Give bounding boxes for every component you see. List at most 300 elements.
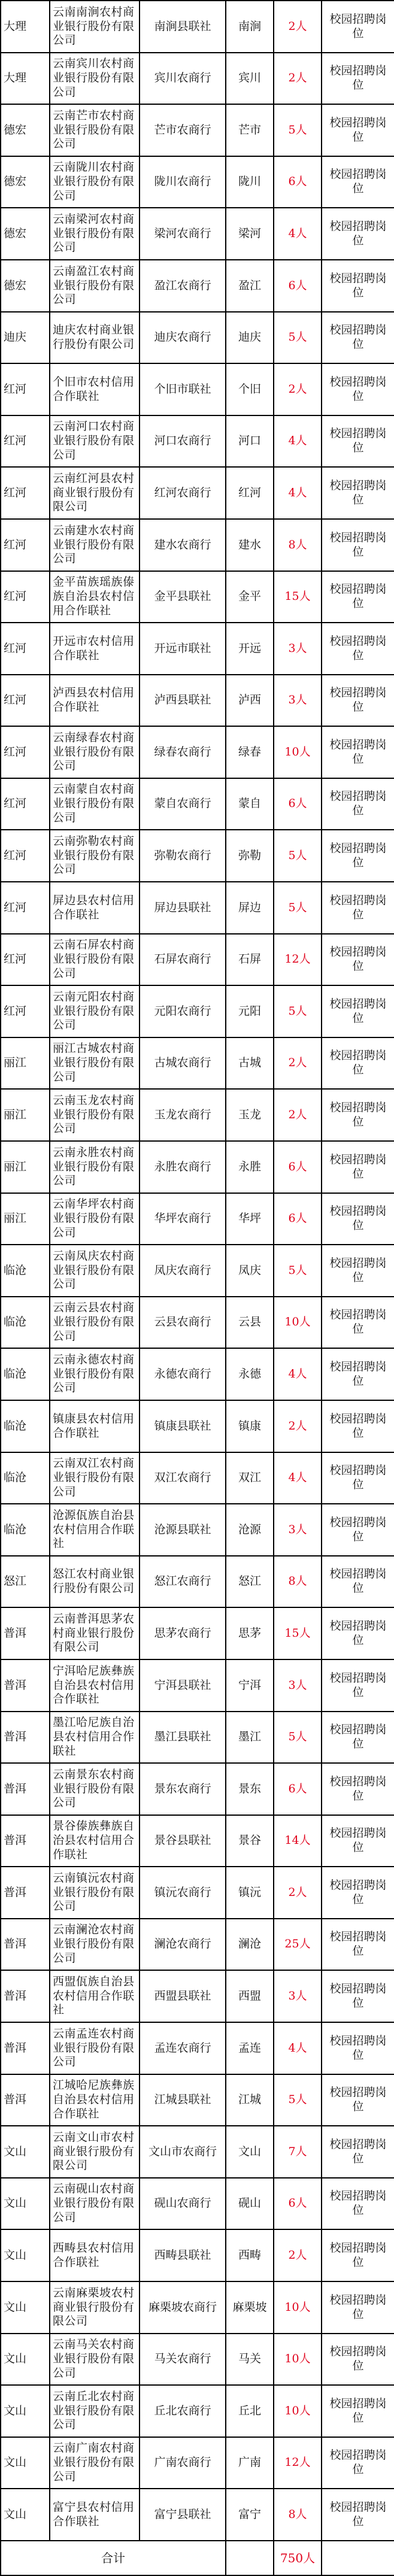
region-cell: 文山 (1, 2334, 50, 2385)
headcount-cell: 3人 (274, 675, 322, 726)
location-cell: 河口 (226, 415, 274, 467)
headcount-cell: 2人 (274, 2229, 322, 2281)
headcount-cell: 5人 (274, 312, 322, 363)
location-cell: 建水 (226, 519, 274, 571)
table-row (1, 156, 394, 208)
branch-cell: 梁河农商行 (140, 208, 226, 260)
location-cell: 凤庆 (226, 1245, 274, 1297)
table-row (1, 2074, 394, 2126)
position-type-cell: 校园招聘岗位 (322, 2334, 394, 2385)
headcount-cell: 6人 (274, 2178, 322, 2229)
institution-cell: 云南石屏农村商业银行股份有限公司 (50, 934, 140, 985)
branch-cell: 金平县联社 (140, 571, 226, 623)
institution-cell: 宁洱哈尼族彝族自治县农村信用合作联社 (50, 1659, 140, 1712)
institution-cell: 云南河口农村商业银行股份有限公司 (50, 415, 140, 467)
institution-cell: 云南云县农村商业银行股份有限公司 (50, 1297, 140, 1348)
location-cell: 永德 (226, 1348, 274, 1400)
location-cell: 墨江 (226, 1712, 274, 1763)
branch-cell: 弥勒农商行 (140, 830, 226, 882)
location-cell: 沧源 (226, 1504, 274, 1556)
table-row (1, 882, 394, 934)
location-cell: 南涧 (226, 1, 274, 53)
region-cell: 红河 (1, 363, 50, 415)
table-row (1, 467, 394, 519)
location-cell: 石屏 (226, 934, 274, 985)
position-type-cell: 校园招聘岗位 (322, 2022, 394, 2074)
headcount-cell: 10人 (274, 726, 322, 778)
region-cell: 文山 (1, 2126, 50, 2178)
location-cell: 广南 (226, 2437, 274, 2489)
branch-cell: 马关农商行 (140, 2334, 226, 2385)
headcount-cell: 6人 (274, 778, 322, 830)
headcount-cell: 6人 (274, 1763, 322, 1815)
headcount-cell: 7人 (274, 2126, 322, 2178)
location-cell: 澜沧 (226, 1919, 274, 1970)
headcount-cell: 5人 (274, 1245, 322, 1297)
headcount-cell: 3人 (274, 623, 322, 675)
position-type-cell: 校园招聘岗位 (322, 675, 394, 726)
position-type-cell: 校园招聘岗位 (322, 1659, 394, 1712)
table-row (1, 985, 394, 1037)
table-row (1, 675, 394, 726)
table-row (1, 1607, 394, 1659)
institution-cell: 云南双江农村商业银行股份有限公司 (50, 1452, 140, 1504)
location-cell: 金平 (226, 571, 274, 623)
institution-cell: 泸西县农村信用合作联社 (50, 675, 140, 726)
institution-cell: 沧源佤族自治县农村信用合作联社 (50, 1504, 140, 1556)
institution-cell: 金平苗族瑶族傣族自治县农村信用合作联社 (50, 571, 140, 623)
branch-cell: 永胜农商行 (140, 1141, 226, 1193)
position-type-cell: 校园招聘岗位 (322, 1919, 394, 1970)
position-type-cell: 校园招聘岗位 (322, 1763, 394, 1815)
institution-cell: 云南丘北农村商业银行股份有限公司 (50, 2385, 140, 2437)
headcount-cell: 12人 (274, 934, 322, 985)
headcount-cell: 5人 (274, 2074, 322, 2126)
institution-cell: 云南芒市农村商业银行股份有限公司 (50, 104, 140, 156)
region-cell: 德宏 (1, 156, 50, 208)
table-row (1, 1867, 394, 1919)
headcount-cell: 3人 (274, 1659, 322, 1712)
institution-cell: 云南弥勒农村商业银行股份有限公司 (50, 830, 140, 882)
institution-cell: 迪庆农村商业银行股份有限公司 (50, 312, 140, 363)
position-type-cell: 校园招聘岗位 (322, 1556, 394, 1607)
headcount-cell: 2人 (274, 1400, 322, 1452)
branch-cell: 镇沅农商行 (140, 1867, 226, 1919)
location-cell: 宾川 (226, 53, 274, 104)
table-row (1, 2178, 394, 2229)
location-cell: 玉龙 (226, 1089, 274, 1141)
region-cell: 文山 (1, 2229, 50, 2281)
location-cell: 梁河 (226, 208, 274, 260)
location-cell: 开远 (226, 623, 274, 675)
position-type-cell: 校园招聘岗位 (322, 830, 394, 882)
headcount-cell: 3人 (274, 1970, 322, 2022)
branch-cell: 屏边县联社 (140, 882, 226, 934)
position-type-cell: 校园招聘岗位 (322, 2385, 394, 2437)
headcount-cell: 4人 (274, 2022, 322, 2074)
position-type-cell: 校园招聘岗位 (322, 312, 394, 363)
table-body (1, 1, 394, 2575)
headcount-cell: 4人 (274, 467, 322, 519)
institution-cell: 丽江古城农村商业银行股份有限公司 (50, 1037, 140, 1089)
institution-cell: 云南绿春农村商业银行股份有限公司 (50, 726, 140, 778)
table-row (1, 726, 394, 778)
institution-cell: 云南永胜农村商业银行股份有限公司 (50, 1141, 140, 1193)
region-cell: 临沧 (1, 1245, 50, 1297)
table-row (1, 2334, 394, 2385)
table-row (1, 778, 394, 830)
total-value: 750人 (274, 2541, 322, 2575)
institution-cell: 云南马关农村商业银行股份有限公司 (50, 2334, 140, 2385)
institution-cell: 怒江农村商业银行股份有限公司 (50, 1556, 140, 1607)
table-row (1, 2385, 394, 2437)
position-type-cell: 校园招聘岗位 (322, 1297, 394, 1348)
table-row (1, 1, 394, 53)
institution-cell: 个旧市农村信用合作联社 (50, 363, 140, 415)
location-cell: 屏边 (226, 882, 274, 934)
branch-cell: 宾川农商行 (140, 53, 226, 104)
region-cell: 普洱 (1, 1712, 50, 1763)
branch-cell: 景东农商行 (140, 1763, 226, 1815)
branch-cell: 河口农商行 (140, 415, 226, 467)
institution-cell: 云南砚山农村商业银行股份有限公司 (50, 2178, 140, 2229)
region-cell: 普洱 (1, 2074, 50, 2126)
table-row (1, 2126, 394, 2178)
region-cell: 文山 (1, 2178, 50, 2229)
position-type-cell: 校园招聘岗位 (322, 1089, 394, 1141)
branch-cell: 迪庆农商行 (140, 312, 226, 363)
total-empty-cell (322, 2541, 394, 2575)
location-cell: 红河 (226, 467, 274, 519)
headcount-cell: 2人 (274, 1037, 322, 1089)
branch-cell: 云县农商行 (140, 1297, 226, 1348)
branch-cell: 文山市农商行 (140, 2126, 226, 2178)
table-row (1, 53, 394, 104)
branch-cell: 怒江农商行 (140, 1556, 226, 1607)
region-cell: 红河 (1, 882, 50, 934)
region-cell: 文山 (1, 2385, 50, 2437)
position-type-cell: 校园招聘岗位 (322, 882, 394, 934)
table-row (1, 2281, 394, 2334)
branch-cell: 凤庆农商行 (140, 1245, 226, 1297)
location-cell: 盈江 (226, 260, 274, 312)
position-type-cell: 校园招聘岗位 (322, 985, 394, 1037)
table-row (1, 1556, 394, 1607)
location-cell: 绿春 (226, 726, 274, 778)
branch-cell: 元阳农商行 (140, 985, 226, 1037)
position-type-cell: 校园招聘岗位 (322, 156, 394, 208)
location-cell: 西畴 (226, 2229, 274, 2281)
branch-cell: 芒市农商行 (140, 104, 226, 156)
branch-cell: 墨江县联社 (140, 1712, 226, 1763)
region-cell: 普洱 (1, 1607, 50, 1659)
branch-cell: 西盟县联社 (140, 1970, 226, 2022)
position-type-cell: 校园招聘岗位 (322, 467, 394, 519)
location-cell: 古城 (226, 1037, 274, 1089)
institution-cell: 云南玉龙农村商业银行股份有限公司 (50, 1089, 140, 1141)
headcount-cell: 2人 (274, 1089, 322, 1141)
table-row (1, 1712, 394, 1763)
branch-cell: 镇康县联社 (140, 1400, 226, 1452)
institution-cell: 云南盈江农村商业银行股份有限公司 (50, 260, 140, 312)
table-row (1, 1089, 394, 1141)
branch-cell: 红河农商行 (140, 467, 226, 519)
location-cell: 孟连 (226, 2022, 274, 2074)
region-cell: 文山 (1, 2437, 50, 2489)
headcount-cell: 4人 (274, 415, 322, 467)
headcount-cell: 4人 (274, 1348, 322, 1400)
position-type-cell: 校园招聘岗位 (322, 726, 394, 778)
headcount-cell: 8人 (274, 519, 322, 571)
branch-cell: 丘北农商行 (140, 2385, 226, 2437)
headcount-cell: 10人 (274, 2334, 322, 2385)
location-cell: 景东 (226, 1763, 274, 1815)
region-cell: 大理 (1, 53, 50, 104)
position-type-cell: 校园招聘岗位 (322, 104, 394, 156)
region-cell: 德宏 (1, 260, 50, 312)
headcount-cell: 12人 (274, 2437, 322, 2489)
institution-cell: 云南元阳农村商业银行股份有限公司 (50, 985, 140, 1037)
table-row (1, 830, 394, 882)
region-cell: 丽江 (1, 1037, 50, 1089)
institution-cell: 云南蒙自农村商业银行股份有限公司 (50, 778, 140, 830)
position-type-cell: 校园招聘岗位 (322, 1815, 394, 1867)
table-row (1, 1452, 394, 1504)
branch-cell: 南涧县联社 (140, 1, 226, 53)
headcount-cell: 10人 (274, 2281, 322, 2334)
headcount-cell: 6人 (274, 1193, 322, 1245)
headcount-cell: 14人 (274, 1815, 322, 1867)
location-cell: 西盟 (226, 1970, 274, 2022)
institution-cell: 云南凤庆农村商业银行股份有限公司 (50, 1245, 140, 1297)
location-cell: 双江 (226, 1452, 274, 1504)
location-cell: 个旧 (226, 363, 274, 415)
headcount-cell: 5人 (274, 830, 322, 882)
branch-cell: 建水农商行 (140, 519, 226, 571)
region-cell: 红河 (1, 985, 50, 1037)
institution-cell: 西盟佤族自治县农村信用合作联社 (50, 1970, 140, 2022)
headcount-cell: 5人 (274, 985, 322, 1037)
position-type-cell: 校园招聘岗位 (322, 1193, 394, 1245)
institution-cell: 云南澜沧农村商业银行股份有限公司 (50, 1919, 140, 1970)
position-type-cell: 校园招聘岗位 (322, 208, 394, 260)
location-cell: 宁洱 (226, 1659, 274, 1712)
branch-cell: 思茅农商行 (140, 1607, 226, 1659)
region-cell: 丽江 (1, 1141, 50, 1193)
location-cell: 景谷 (226, 1815, 274, 1867)
branch-cell: 蒙自农商行 (140, 778, 226, 830)
institution-cell: 云南镇沅农村商业银行股份有限公司 (50, 1867, 140, 1919)
table-row (1, 1141, 394, 1193)
location-cell: 江城 (226, 2074, 274, 2126)
table-row (1, 2437, 394, 2489)
location-cell: 麻栗坡 (226, 2281, 274, 2334)
position-type-cell: 校园招聘岗位 (322, 1245, 394, 1297)
location-cell: 永胜 (226, 1141, 274, 1193)
branch-cell: 盈江农商行 (140, 260, 226, 312)
table-row (1, 2022, 394, 2074)
table-row (1, 208, 394, 260)
headcount-cell: 3人 (274, 1504, 322, 1556)
position-type-cell: 校园招聘岗位 (322, 2126, 394, 2178)
institution-cell: 云南红河县农村商业银行股份有限公司 (50, 467, 140, 519)
position-type-cell: 校园招聘岗位 (322, 1452, 394, 1504)
branch-cell: 澜沧农商行 (140, 1919, 226, 1970)
region-cell: 红河 (1, 571, 50, 623)
institution-cell: 云南建水农村商业银行股份有限公司 (50, 519, 140, 571)
table-row (1, 363, 394, 415)
location-cell: 镇沅 (226, 1867, 274, 1919)
position-type-cell: 校园招聘岗位 (322, 934, 394, 985)
region-cell: 大理 (1, 1, 50, 53)
table-row (1, 1504, 394, 1556)
position-type-cell: 校园招聘岗位 (322, 1400, 394, 1452)
institution-cell: 江城哈尼族彝族自治县农村信用合作联社 (50, 2074, 140, 2126)
branch-cell: 孟连农商行 (140, 2022, 226, 2074)
institution-cell: 云南宾川农村商业银行股份有限公司 (50, 53, 140, 104)
position-type-cell: 校园招聘岗位 (322, 623, 394, 675)
region-cell: 普洱 (1, 1970, 50, 2022)
branch-cell: 泸西县联社 (140, 675, 226, 726)
branch-cell: 个旧市联社 (140, 363, 226, 415)
headcount-cell: 10人 (274, 2385, 322, 2437)
branch-cell: 玉龙农商行 (140, 1089, 226, 1141)
region-cell: 普洱 (1, 1815, 50, 1867)
region-cell: 红河 (1, 675, 50, 726)
institution-cell: 云南文山市农村商业银行股份有限公司 (50, 2126, 140, 2178)
branch-cell: 双江农商行 (140, 1452, 226, 1504)
branch-cell: 富宁县联社 (140, 2489, 226, 2541)
total-empty-cell (226, 2541, 274, 2575)
location-cell: 弥勒 (226, 830, 274, 882)
institution-cell: 云南孟连农村商业银行股份有限公司 (50, 2022, 140, 2074)
region-cell: 红河 (1, 830, 50, 882)
headcount-cell: 2人 (274, 1867, 322, 1919)
region-cell: 迪庆 (1, 312, 50, 363)
branch-cell: 沧源县联社 (140, 1504, 226, 1556)
institution-cell: 云南梁河农村商业银行股份有限公司 (50, 208, 140, 260)
institution-cell: 云南广南农村商业银行股份有限公司 (50, 2437, 140, 2489)
position-type-cell: 校园招聘岗位 (322, 2229, 394, 2281)
headcount-cell: 15人 (274, 571, 322, 623)
headcount-cell: 4人 (274, 1452, 322, 1504)
branch-cell: 景谷县联社 (140, 1815, 226, 1867)
position-type-cell: 校园招聘岗位 (322, 1037, 394, 1089)
branch-cell: 广南农商行 (140, 2437, 226, 2489)
position-type-cell: 校园招聘岗位 (322, 1504, 394, 1556)
branch-cell: 永德农商行 (140, 1348, 226, 1400)
position-type-cell: 校园招聘岗位 (322, 1607, 394, 1659)
region-cell: 临沧 (1, 1400, 50, 1452)
headcount-cell: 2人 (274, 53, 322, 104)
headcount-cell: 5人 (274, 104, 322, 156)
institution-cell: 西畴县农村信用合作联社 (50, 2229, 140, 2281)
table-row (1, 1193, 394, 1245)
institution-cell: 屏边县农村信用合作联社 (50, 882, 140, 934)
headcount-cell: 6人 (274, 156, 322, 208)
location-cell: 华坪 (226, 1193, 274, 1245)
institution-cell: 景谷傣族彝族自治县农村信用合作联社 (50, 1815, 140, 1867)
total-label: 合计 (1, 2541, 226, 2575)
region-cell: 文山 (1, 2489, 50, 2541)
table-row (1, 1659, 394, 1712)
region-cell: 红河 (1, 519, 50, 571)
region-cell: 红河 (1, 623, 50, 675)
headcount-cell: 4人 (274, 208, 322, 260)
branch-cell: 陇川农商行 (140, 156, 226, 208)
region-cell: 临沧 (1, 1504, 50, 1556)
institution-cell: 云南陇川农村商业银行股份有限公司 (50, 156, 140, 208)
institution-cell: 云南麻栗坡农村商业银行股份有限公司 (50, 2281, 140, 2334)
region-cell: 临沧 (1, 1452, 50, 1504)
region-cell: 普洱 (1, 2022, 50, 2074)
branch-cell: 古城农商行 (140, 1037, 226, 1089)
position-type-cell: 校园招聘岗位 (322, 1970, 394, 2022)
region-cell: 红河 (1, 778, 50, 830)
position-type-cell: 校园招聘岗位 (322, 571, 394, 623)
branch-cell: 石屏农商行 (140, 934, 226, 985)
region-cell: 普洱 (1, 1659, 50, 1712)
branch-cell: 宁洱县联社 (140, 1659, 226, 1712)
location-cell: 马关 (226, 2334, 274, 2385)
region-cell: 普洱 (1, 1763, 50, 1815)
position-type-cell: 校园招聘岗位 (322, 1141, 394, 1193)
region-cell: 丽江 (1, 1193, 50, 1245)
region-cell: 德宏 (1, 208, 50, 260)
branch-cell: 麻栗坡农商行 (140, 2281, 226, 2334)
region-cell: 红河 (1, 726, 50, 778)
headcount-cell: 8人 (274, 2489, 322, 2541)
position-type-cell: 校园招聘岗位 (322, 2437, 394, 2489)
headcount-cell: 2人 (274, 363, 322, 415)
region-cell: 红河 (1, 934, 50, 985)
location-cell: 元阳 (226, 985, 274, 1037)
table-row (1, 1919, 394, 1970)
position-type-cell: 校园招聘岗位 (322, 53, 394, 104)
position-type-cell: 校园招聘岗位 (322, 1, 394, 53)
table-row (1, 2229, 394, 2281)
region-cell: 文山 (1, 2281, 50, 2334)
position-type-cell: 校园招聘岗位 (322, 2281, 394, 2334)
region-cell: 丽江 (1, 1089, 50, 1141)
region-cell: 红河 (1, 467, 50, 519)
table-row (1, 623, 394, 675)
region-cell: 普洱 (1, 1867, 50, 1919)
institution-cell: 云南普洱思茅农村商业银行股份有限公司 (50, 1607, 140, 1659)
position-type-cell: 校园招聘岗位 (322, 778, 394, 830)
position-type-cell: 校园招聘岗位 (322, 1712, 394, 1763)
table-row (1, 1037, 394, 1089)
position-type-cell: 校园招聘岗位 (322, 519, 394, 571)
branch-cell: 华坪农商行 (140, 1193, 226, 1245)
location-cell: 迪庆 (226, 312, 274, 363)
institution-cell: 云南南涧农村商业银行股份有限公司 (50, 1, 140, 53)
headcount-cell: 5人 (274, 1712, 322, 1763)
location-cell: 丘北 (226, 2385, 274, 2437)
region-cell: 怒江 (1, 1556, 50, 1607)
location-cell: 云县 (226, 1297, 274, 1348)
region-cell: 红河 (1, 415, 50, 467)
region-cell: 临沧 (1, 1348, 50, 1400)
table-row (1, 1763, 394, 1815)
branch-cell: 绿春农商行 (140, 726, 226, 778)
headcount-cell: 2人 (274, 1, 322, 53)
table-row (1, 1297, 394, 1348)
location-cell: 思茅 (226, 1607, 274, 1659)
region-cell: 临沧 (1, 1297, 50, 1348)
position-type-cell: 校园招聘岗位 (322, 2489, 394, 2541)
region-cell: 普洱 (1, 1919, 50, 1970)
